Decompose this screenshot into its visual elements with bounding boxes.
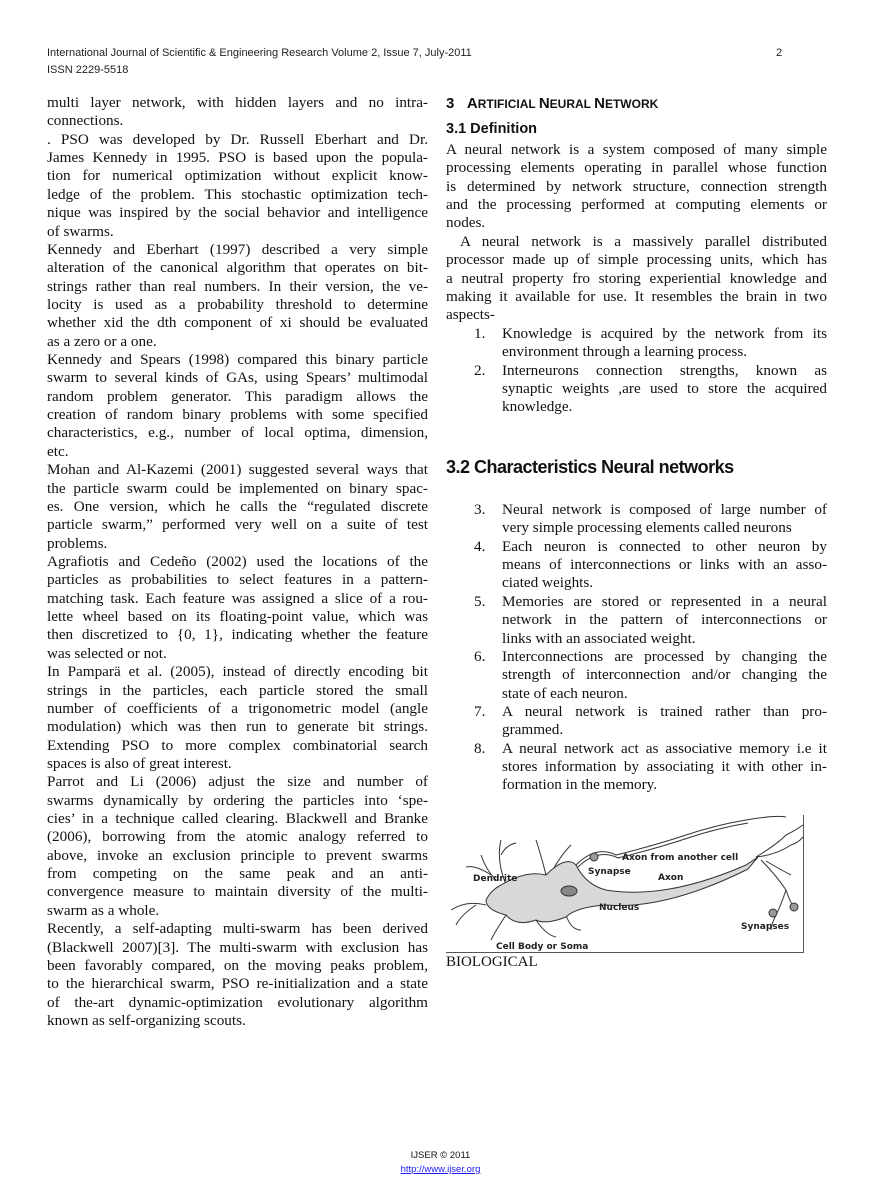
- text-line: Neural network is composed of large number of: [502, 501, 827, 518]
- text-line: been favorably compared, on the moving peaks problem,: [47, 956, 428, 974]
- neuron-figure: [446, 815, 804, 953]
- list-number: 5.: [474, 592, 486, 610]
- text-line: Interconnections are processed by changing the: [502, 647, 827, 665]
- list-number: 1.: [474, 325, 486, 342]
- list-item: [474, 647, 827, 703]
- title-initial: N: [538, 95, 550, 112]
- text-line: creation of random binary problems with some specified: [47, 406, 428, 424]
- text-line: In Pamparä et al. (2005), instead of directly encoding bit: [47, 663, 428, 681]
- text-line: Kennedy and Eberhart (1997) described a very simple: [47, 240, 428, 258]
- paragraph: [47, 241, 428, 351]
- text-line: characteristics, e.g., number of local optima, dimension,: [47, 424, 428, 442]
- paragraph: [47, 663, 428, 773]
- text-line: A neural network is a massively parallel distributed: [460, 232, 827, 250]
- text-line: means of interconnections or links with an asso-: [502, 556, 827, 574]
- subsection-3-2-heading: 3.2 Characteristics Neural networks: [446, 457, 734, 477]
- figure-caption: BIOLOGICAL: [446, 954, 538, 970]
- text-line: (Blackwell 2007)[3]. The multi-swarm with exclusion has: [47, 938, 428, 956]
- text-line: strings in the particles, each particle stored the small: [47, 681, 428, 699]
- text-line: James Kennedy in 1995. PSO is based upon the popula-: [47, 149, 428, 167]
- text-line: processor made up of simple processing units, which has: [446, 251, 827, 269]
- text-line: random problem generator. This paradigm allows the: [47, 387, 428, 405]
- label-axon-from-another-cell: Axon from another cell: [622, 853, 739, 863]
- text-line: knowledge.: [502, 398, 573, 416]
- title-smallcaps: ETWORK: [604, 97, 659, 111]
- text-line: to the hierarchical swarm, PSO re-initialization and a state: [47, 975, 428, 993]
- text-line: Recently, a self-adapting multi-swarm has been derived: [47, 920, 428, 938]
- list-item: [474, 739, 827, 795]
- text-line: from competing on the same peak and an anti-: [47, 865, 428, 883]
- text-line: alteration of the canonical algorithm that operates on bit-: [47, 259, 428, 277]
- text-line: links with an associated weight.: [502, 629, 696, 647]
- footer-copyright: IJSER © 2011: [410, 1150, 471, 1161]
- paragraph: [47, 94, 428, 131]
- text-line: and the processing performed at computing elements or: [446, 196, 827, 214]
- text-line: network in the pattern of interconnections or: [502, 611, 827, 629]
- text-line: Mohan and Al-Kazemi (2001) suggested several ways that: [47, 461, 428, 479]
- issn: ISSN 2229-5518: [47, 64, 129, 76]
- text-line: particle swarm,” performed very well on a suite of test: [47, 516, 428, 534]
- text-line: strings rather than real numbers. In their version, the ve-: [47, 277, 428, 295]
- text-line: is determined by network structure, connection strength: [446, 177, 827, 195]
- paragraph: [47, 351, 428, 461]
- text-line: matching task. Each feature was assigned a slice of a rou-: [47, 589, 428, 607]
- text-line: known as self-organizing scouts.: [47, 1011, 246, 1029]
- paragraph: [446, 233, 827, 325]
- text-line: Extending PSO to more complex combinatorial search: [47, 736, 428, 754]
- text-line: of swarms.: [47, 222, 114, 240]
- aspects-list: [474, 325, 827, 417]
- text-line: then discretized to {0, 1}, indicating whether the feature: [47, 626, 428, 644]
- text-line: as a zero or a one.: [47, 332, 157, 350]
- text-line: very simple processing elements called neurons: [502, 519, 792, 537]
- text-line: above, invoke an exclusion principle to prevent swarms: [47, 846, 428, 864]
- text-line: A neural network act as associative memory i.e it: [502, 739, 827, 757]
- list-item: [474, 702, 827, 740]
- definition-text: [446, 141, 827, 325]
- text-line: cies’ in a technique called clearing. Blackwell and Branke: [47, 810, 428, 828]
- text-line: es. One version, which he calls the “regulated discrete: [47, 497, 428, 515]
- list-number: 2.: [474, 361, 486, 379]
- list-number: 3.: [474, 501, 486, 518]
- text-line: synaptic weights ,are used to store the acquired: [502, 380, 827, 398]
- label-dendrite: Dendrite: [473, 874, 518, 884]
- text-line: multi layer network, with hidden layers and no intra-: [47, 94, 428, 111]
- page-number: 2: [776, 47, 783, 59]
- paragraph: [47, 461, 428, 553]
- title-smallcaps: EURAL: [549, 97, 595, 111]
- text-line: strength of interconnection and/or changing the: [502, 666, 827, 684]
- text-line: A neural network is a system composed of many simple: [446, 141, 827, 158]
- list-item: [474, 501, 827, 538]
- text-line: ledge of the problem. This stochastic optimization tech-: [47, 185, 428, 203]
- text-line: tion for numerical optimization without explicit know-: [47, 167, 428, 185]
- list-item: [474, 325, 827, 362]
- text-line: particles as probabilities to select features in a pattern-: [47, 571, 428, 589]
- text-line: modulation) which was then run to generate bit strings.: [47, 718, 428, 736]
- text-line: nodes.: [446, 214, 486, 232]
- label-synapses: Synapses: [741, 922, 790, 932]
- text-line: . PSO was developed by Dr. Russell Eberhart and Dr.: [47, 130, 428, 148]
- label-nucleus: Nucleus: [599, 903, 640, 913]
- text-line: Knowledge is acquired by the network from its: [502, 325, 827, 342]
- text-line: Agrafiotis and Cedeño (2002) used the locations of the: [47, 552, 428, 570]
- section-number: 3: [446, 95, 455, 112]
- section-title: [467, 95, 658, 112]
- text-line: environment through a learning process.: [502, 343, 748, 361]
- list-item: [474, 592, 827, 648]
- text-line: convergence measure to maintain diversity of the multi-: [47, 883, 428, 901]
- list-item: [474, 361, 827, 417]
- text-line: swarm as a whole.: [47, 901, 160, 919]
- text-line: a neutral property fro storing experiential knowledge and: [446, 269, 827, 287]
- text-line: making it available for use. It resembles the brain in two: [446, 287, 827, 305]
- text-line: spaces is also of great interest.: [47, 754, 232, 772]
- paragraph: [47, 920, 428, 1030]
- text-line: number of coefficients of a trigonometric model (angle: [47, 699, 428, 717]
- label-cell-body: Cell Body or Soma: [496, 942, 589, 952]
- paragraph: [47, 773, 428, 920]
- text-line: was selected or not.: [47, 644, 167, 662]
- list-number: 4.: [474, 537, 486, 555]
- text-line: processing elements operating in parallel whose function: [446, 159, 827, 177]
- list-number: 8.: [474, 739, 486, 757]
- label-synapse: Synapse: [588, 867, 631, 877]
- text-line: connections.: [47, 112, 124, 130]
- text-line: A neural network is trained rather than pro-: [502, 702, 827, 720]
- title-initial: N: [594, 95, 605, 112]
- text-line: Each neuron is connected to other neuron by: [502, 537, 827, 555]
- paragraph: [47, 131, 428, 241]
- text-line: grammed.: [502, 721, 564, 739]
- list-number: 6.: [474, 647, 486, 665]
- subsection-3-1-heading: 3.1 Definition: [446, 121, 538, 137]
- text-line: state of each neuron.: [502, 684, 628, 702]
- paragraph: [446, 141, 827, 233]
- text-line: etc.: [47, 442, 69, 460]
- text-line: stores information by associating it with other in-: [502, 758, 827, 776]
- text-line: (2006), borrowing from the atomic analogy referred to: [47, 828, 428, 846]
- list-number: 7.: [474, 702, 486, 720]
- list-item: [474, 537, 827, 593]
- text-line: locity is used as a probability threshold to determine: [47, 295, 428, 313]
- text-line: Parrot and Li (2006) adjust the size and number of: [47, 773, 428, 791]
- footer-link[interactable]: http://www.ijser.org: [400, 1164, 481, 1175]
- text-line: swarm to several kinds of GAs, using Spears’ multimodal: [47, 369, 428, 387]
- text-line: problems.: [47, 534, 108, 552]
- text-line: nique was inspired by the social behavior and intelligence: [47, 204, 428, 222]
- text-line: lette wheel based on its floating-point value, which was: [47, 608, 428, 626]
- text-line: Interneurons connection strengths, known as: [502, 361, 827, 379]
- text-line: aspects-: [446, 306, 495, 324]
- title-smallcaps: RTIFICIAL: [477, 97, 539, 111]
- text-line: Memories are stored or represented in a neural: [502, 592, 827, 610]
- neuron-diagram: [446, 815, 803, 952]
- text-line: whether xid the dth component of xi should be evaluated: [47, 314, 428, 332]
- text-line: Kennedy and Spears (1998) compared this binary particle: [47, 351, 428, 369]
- text-line: formation in the memory.: [502, 776, 658, 794]
- text-line: swarms dynamically by ordering the particles into ‘spe-: [47, 791, 428, 809]
- paragraph: [47, 553, 428, 663]
- section-3-heading: [446, 95, 658, 112]
- journal-header: International Journal of Scientific & Engineering Research Volume 2, Issue 7, July-2011: [47, 47, 472, 59]
- characteristics-list: [474, 501, 827, 795]
- text-line: the particle swarm could be implemented on binary spac-: [47, 479, 428, 497]
- text-line: ciated weights.: [502, 574, 594, 592]
- title-initial: A: [466, 95, 478, 112]
- label-axon: Axon: [658, 873, 684, 883]
- left-column: [47, 94, 428, 1030]
- text-line: of the-art dynamic-optimization evolutionary algorithm: [47, 993, 428, 1011]
